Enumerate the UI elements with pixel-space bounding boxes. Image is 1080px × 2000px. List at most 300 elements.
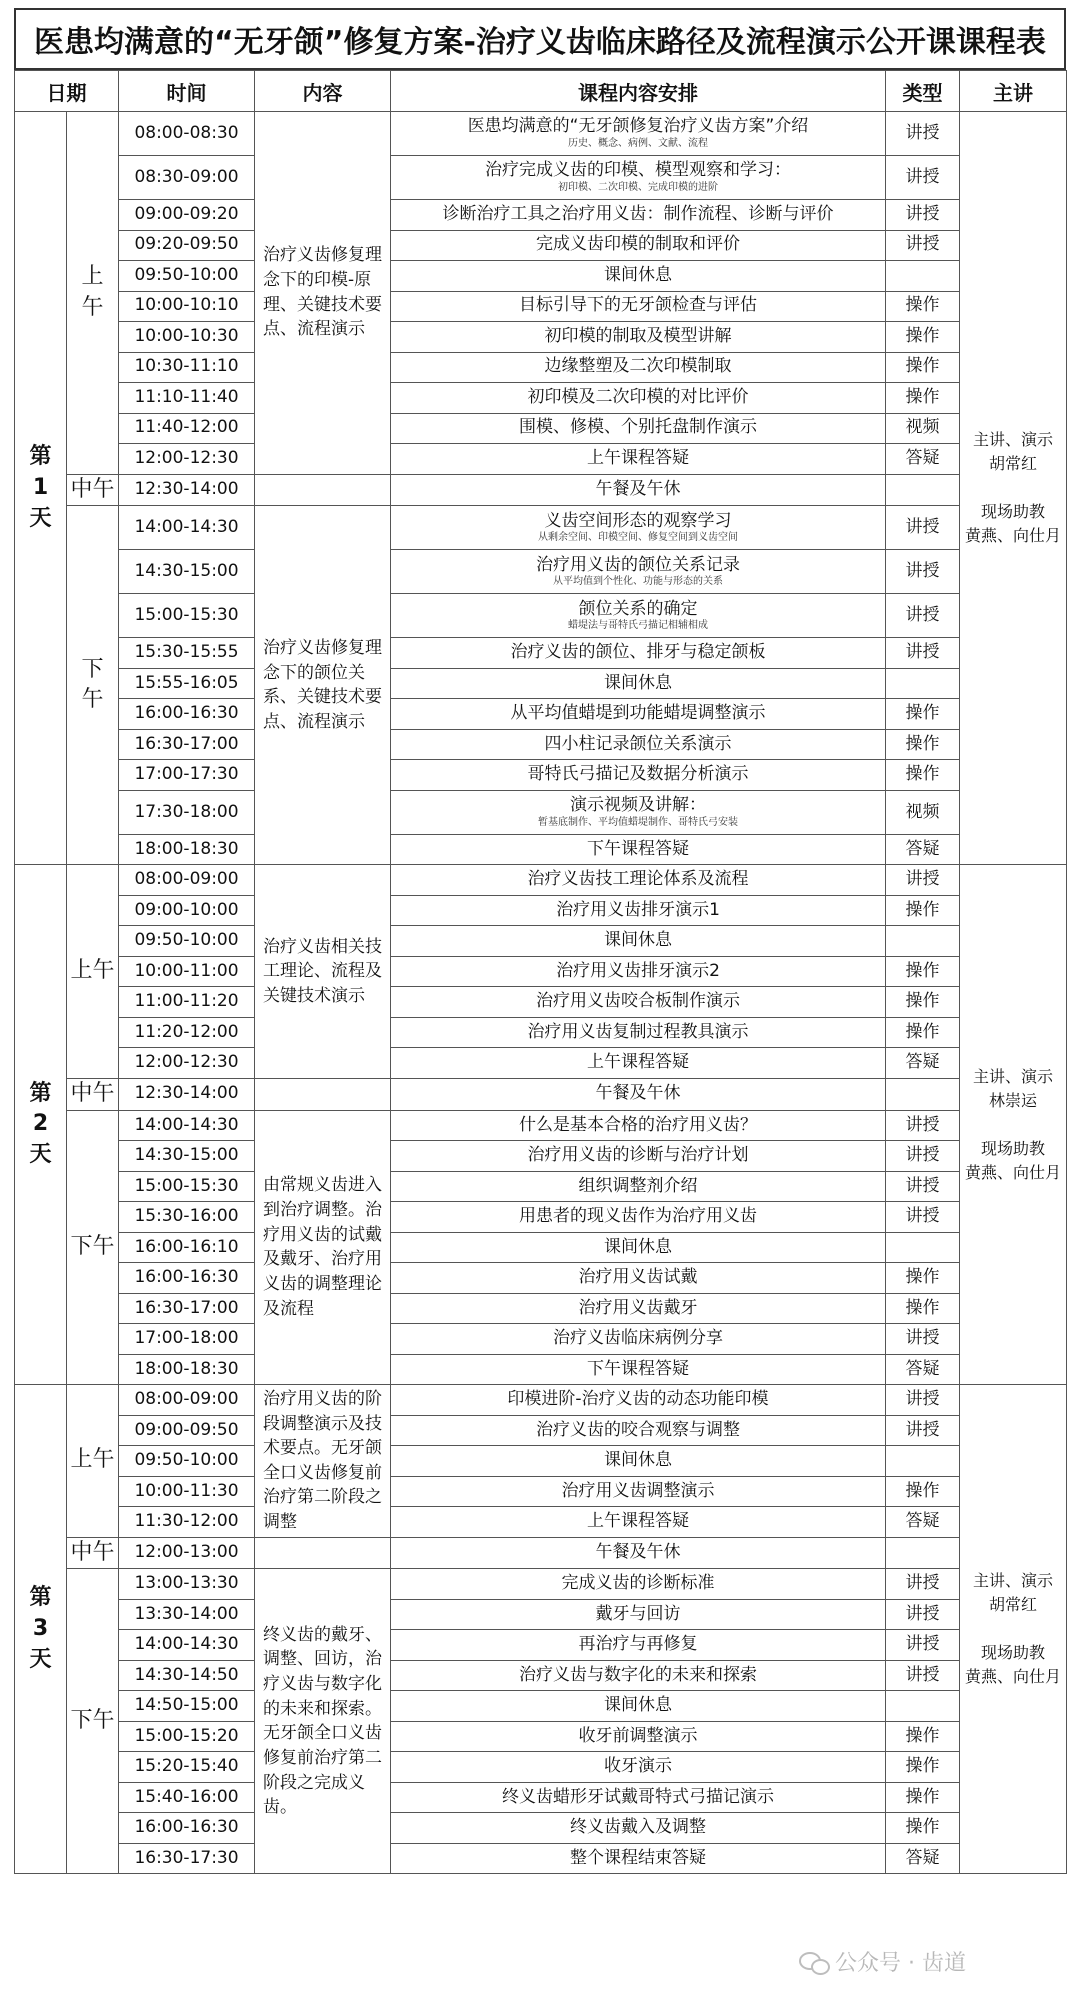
schedule-item <box>391 834 886 865</box>
schedule-item <box>391 699 886 730</box>
item-title: 颌位关系的确定 <box>578 598 698 619</box>
period-label: 上 午 <box>67 112 119 475</box>
item-title: 课间休息 <box>604 672 672 693</box>
type-cell: 讲授 <box>886 1660 960 1691</box>
item-title: 围模、修模、个别托盘制作演示 <box>519 417 757 438</box>
item-title: 治疗用义齿戴牙 <box>578 1297 698 1318</box>
item-title: 治疗用义齿排牙演示2 <box>556 960 720 981</box>
type-cell: 讲授 <box>886 112 960 156</box>
item-title: 治疗用义齿的颌位关系记录 <box>536 554 740 575</box>
table-row <box>15 638 1067 669</box>
content-cell: 治疗义齿相关技工理论、流程及关键技术演示 <box>255 865 391 1079</box>
table-row <box>15 1110 1067 1141</box>
item-title: 下午课程答疑 <box>587 1358 689 1379</box>
schedule-item <box>391 1752 886 1783</box>
table-row <box>15 200 1067 231</box>
time-cell: 11:40-12:00 <box>119 413 255 444</box>
type-cell: 讲授 <box>886 594 960 638</box>
item-title: 治疗义齿技工理论体系及流程 <box>527 869 749 890</box>
lecturer-cell: 主讲、演示 林崇运 现场助教 黄燕、向仕月 <box>960 865 1067 1385</box>
item-title: 义齿空间形态的观察学习 <box>544 510 732 531</box>
type-cell: 答疑 <box>886 1507 960 1538</box>
time-cell: 16:30-17:00 <box>119 729 255 760</box>
time-cell: 12:00-12:30 <box>119 1048 255 1079</box>
header-content: 内容 <box>255 71 391 112</box>
schedule-item <box>391 291 886 322</box>
type-cell: 答疑 <box>886 1843 960 1874</box>
table-row <box>15 1691 1067 1722</box>
header-schedule: 课程内容安排 <box>391 71 886 112</box>
table-row <box>15 1660 1067 1691</box>
type-cell <box>886 1078 960 1110</box>
schedule-item <box>391 1232 886 1263</box>
time-cell: 13:30-14:00 <box>119 1599 255 1630</box>
item-title: 终义齿戴入及调整 <box>570 1817 706 1838</box>
period-label: 中午 <box>67 474 119 506</box>
item-title: 戴牙与回访 <box>595 1603 681 1624</box>
lecturer-cell: 主讲、演示 胡常红 现场助教 黄燕、向仕月 <box>960 112 1067 865</box>
type-cell: 讲授 <box>886 156 960 200</box>
type-cell <box>886 1537 960 1569</box>
time-cell: 16:30-17:30 <box>119 1843 255 1874</box>
time-cell: 14:30-15:00 <box>119 1141 255 1172</box>
item-title: 初印模及二次印模的对比评价 <box>527 386 749 407</box>
item-title: 下午课程答疑 <box>587 838 689 859</box>
schedule-item <box>391 790 886 834</box>
table-row <box>15 1569 1067 1600</box>
time-cell: 10:00-10:30 <box>119 322 255 353</box>
type-cell: 操作 <box>886 1813 960 1844</box>
time-cell: 12:00-13:00 <box>119 1537 255 1569</box>
item-subtitle: 历史、概念、病例、文献、流程 <box>568 137 708 149</box>
schedule-item <box>391 200 886 231</box>
time-cell: 09:00-09:20 <box>119 200 255 231</box>
type-cell: 讲授 <box>886 1110 960 1141</box>
type-cell: 操作 <box>886 760 960 791</box>
watermark-text: 公众号 · 齿道 <box>835 1951 966 1976</box>
type-cell: 讲授 <box>886 1141 960 1172</box>
time-cell: 11:20-12:00 <box>119 1017 255 1048</box>
time-cell: 15:00-15:20 <box>119 1721 255 1752</box>
table-row <box>15 1354 1067 1385</box>
type-cell: 操作 <box>886 322 960 353</box>
item-title: 课间休息 <box>604 1695 672 1716</box>
table-row <box>15 668 1067 699</box>
table-row <box>15 550 1067 594</box>
item-title: 医患均满意的“无牙颌修复治疗义齿方案”介绍 <box>467 116 809 137</box>
item-title: 治疗义齿的咬合观察与调整 <box>536 1419 740 1440</box>
table-row <box>15 230 1067 261</box>
time-cell: 10:00-10:10 <box>119 291 255 322</box>
type-cell: 操作 <box>886 352 960 383</box>
time-cell: 15:55-16:05 <box>119 668 255 699</box>
item-title: 治疗用义齿复制过程教具演示 <box>527 1021 749 1042</box>
time-cell: 18:00-18:30 <box>119 1354 255 1385</box>
item-title: 课间休息 <box>604 1450 672 1471</box>
noon-row <box>15 1078 1067 1110</box>
schedule-item <box>391 1324 886 1355</box>
time-cell: 10:30-11:10 <box>119 352 255 383</box>
header-date: 日期 <box>15 71 119 112</box>
table-row <box>15 1232 1067 1263</box>
schedule-item <box>391 1569 886 1600</box>
time-cell: 10:00-11:00 <box>119 956 255 987</box>
type-cell <box>886 1691 960 1722</box>
time-cell: 08:00-08:30 <box>119 112 255 156</box>
schedule-item <box>391 1263 886 1294</box>
schedule-item <box>391 1110 886 1141</box>
time-cell: 15:30-15:55 <box>119 638 255 669</box>
schedule-item <box>391 1354 886 1385</box>
noon-row <box>15 1537 1067 1569</box>
schedule-item <box>391 1691 886 1722</box>
schedule-item <box>391 444 886 475</box>
schedule-item <box>391 1721 886 1752</box>
schedule-item <box>391 352 886 383</box>
type-cell <box>886 926 960 957</box>
item-title: 四小柱记录颌位关系演示 <box>544 733 732 754</box>
lecturer-cell: 主讲、演示 胡常红 现场助教 黄燕、向仕月 <box>960 1385 1067 1874</box>
time-cell: 16:00-16:30 <box>119 699 255 730</box>
item-title: 终义齿蜡形牙试戴哥特式弓描记演示 <box>502 1786 774 1807</box>
table-row <box>15 322 1067 353</box>
table-row <box>15 1476 1067 1507</box>
time-cell: 16:00-16:30 <box>119 1813 255 1844</box>
time-cell: 15:40-16:00 <box>119 1782 255 1813</box>
type-cell: 答疑 <box>886 834 960 865</box>
time-cell: 14:00-14:30 <box>119 1110 255 1141</box>
type-cell: 讲授 <box>886 1385 960 1416</box>
schedule-item <box>391 729 886 760</box>
table-row <box>15 352 1067 383</box>
item-title: 治疗义齿的颌位、排牙与稳定颌板 <box>510 642 766 663</box>
time-cell: 09:50-10:00 <box>119 1446 255 1477</box>
time-cell: 17:30-18:00 <box>119 790 255 834</box>
page-title: 医患均满意的“无牙颌”修复方案-治疗义齿临床路径及流程演示公开课课程表 <box>14 8 1066 70</box>
content-cell <box>255 1078 391 1110</box>
time-cell: 09:50-10:00 <box>119 926 255 957</box>
table-row <box>15 291 1067 322</box>
type-cell: 操作 <box>886 1293 960 1324</box>
watermark <box>799 1946 966 1977</box>
table-row <box>15 956 1067 987</box>
type-cell: 操作 <box>886 1476 960 1507</box>
item-title: 治疗用义齿调整演示 <box>561 1480 715 1501</box>
item-subtitle: 从平均值到个性化、功能与形态的关系 <box>553 576 723 588</box>
content-cell: 治疗用义齿的阶段调整演示及技术要点。无牙颌全口义齿修复前治疗第二阶段之调整 <box>255 1385 391 1538</box>
time-cell: 15:00-15:30 <box>119 1171 255 1202</box>
type-cell: 操作 <box>886 895 960 926</box>
schedule-item <box>391 760 886 791</box>
type-cell: 操作 <box>886 1782 960 1813</box>
type-cell: 讲授 <box>886 1415 960 1446</box>
schedule-item <box>391 261 886 292</box>
schedule-item <box>391 1017 886 1048</box>
time-cell: 08:00-09:00 <box>119 865 255 896</box>
schedule-item <box>391 1660 886 1691</box>
table-row <box>15 413 1067 444</box>
item-title: 组织调整剂介绍 <box>578 1175 698 1196</box>
item-title: 课间休息 <box>604 930 672 951</box>
time-cell: 14:50-15:00 <box>119 1691 255 1722</box>
schedule-item <box>391 230 886 261</box>
item-title: 课间休息 <box>604 264 672 285</box>
item-title: 哥特氏弓描记及数据分析演示 <box>527 764 749 785</box>
table-row <box>15 156 1067 200</box>
time-cell: 11:10-11:40 <box>119 383 255 414</box>
table-row <box>15 1141 1067 1172</box>
type-cell: 操作 <box>886 1752 960 1783</box>
time-cell: 12:30-14:00 <box>119 1078 255 1110</box>
table-row <box>15 699 1067 730</box>
type-cell: 操作 <box>886 729 960 760</box>
type-cell: 讲授 <box>886 1630 960 1661</box>
table-row <box>15 1843 1067 1874</box>
day-label: 第 2 天 <box>15 865 67 1385</box>
type-cell: 答疑 <box>886 1354 960 1385</box>
item-title: 治疗用义齿咬合板制作演示 <box>536 991 740 1012</box>
item-title: 治疗用义齿试戴 <box>578 1267 698 1288</box>
item-title: 治疗用义齿排牙演示1 <box>556 899 720 920</box>
item-title: 上午课程答疑 <box>587 1511 689 1532</box>
table-row <box>15 506 1067 550</box>
table-row <box>15 1017 1067 1048</box>
schedule-item <box>391 1385 886 1416</box>
item-title: 课间休息 <box>604 1236 672 1257</box>
schedule-item <box>391 1630 886 1661</box>
schedule-item <box>391 413 886 444</box>
item-subtitle: 从剩余空间、印模空间、修复空间到义齿空间 <box>538 532 738 544</box>
type-cell: 操作 <box>886 1017 960 1048</box>
type-cell: 讲授 <box>886 1171 960 1202</box>
type-cell: 视频 <box>886 413 960 444</box>
type-cell <box>886 474 960 506</box>
item-subtitle: 蜡堤法与哥特氏弓描记相辅相成 <box>568 620 708 632</box>
header-type: 类型 <box>886 71 960 112</box>
type-cell: 操作 <box>886 1263 960 1294</box>
table-row <box>15 1263 1067 1294</box>
schedule-item <box>391 1782 886 1813</box>
type-cell: 讲授 <box>886 200 960 231</box>
schedule-item <box>391 956 886 987</box>
item-title: 完成义齿的诊断标准 <box>561 1573 715 1594</box>
schedule-item <box>391 1507 886 1538</box>
item-title: 从平均值蜡堤到功能蜡堤调整演示 <box>510 703 766 724</box>
type-cell: 操作 <box>886 956 960 987</box>
time-cell: 16:00-16:30 <box>119 1263 255 1294</box>
type-cell: 操作 <box>886 291 960 322</box>
schedule-item: 午餐及午休 <box>391 1078 886 1110</box>
table-row <box>15 1599 1067 1630</box>
time-cell: 16:00-16:10 <box>119 1232 255 1263</box>
time-cell: 15:00-15:30 <box>119 594 255 638</box>
time-cell: 09:00-10:00 <box>119 895 255 926</box>
time-cell: 14:00-14:30 <box>119 506 255 550</box>
item-title: 诊断治疗工具之治疗用义齿：制作流程、诊断与评价 <box>442 203 834 224</box>
schedule-item <box>391 506 886 550</box>
item-title: 完成义齿印模的制取和评价 <box>536 234 740 255</box>
day-label: 第 1 天 <box>15 112 67 865</box>
table-row <box>15 1048 1067 1079</box>
time-cell: 11:00-11:20 <box>119 987 255 1018</box>
time-cell: 14:30-14:50 <box>119 1660 255 1691</box>
item-title: 什么是基本合格的治疗用义齿？ <box>519 1114 757 1135</box>
wechat-icon <box>799 1951 829 1973</box>
table-row <box>15 383 1067 414</box>
table-row <box>15 1293 1067 1324</box>
type-cell: 讲授 <box>886 230 960 261</box>
item-title: 印模进阶-治疗义齿的动态功能印模 <box>507 1389 769 1410</box>
item-title: 初印模的制取及模型讲解 <box>544 325 732 346</box>
type-cell: 讲授 <box>886 1202 960 1233</box>
schedule-item <box>391 1813 886 1844</box>
time-cell: 12:30-14:00 <box>119 474 255 506</box>
period-label: 上午 <box>67 1385 119 1538</box>
table-row <box>15 1324 1067 1355</box>
time-cell: 14:00-14:30 <box>119 1630 255 1661</box>
table-row <box>15 926 1067 957</box>
table-row <box>15 1385 1067 1416</box>
type-cell: 操作 <box>886 699 960 730</box>
content-cell: 由常规义齿进入到治疗调整。治疗用义齿的试戴及戴牙、治疗用义齿的调整理论及流程 <box>255 1110 391 1385</box>
table-row <box>15 1171 1067 1202</box>
table-row <box>15 444 1067 475</box>
schedule-item <box>391 156 886 200</box>
time-cell: 17:00-17:30 <box>119 760 255 791</box>
schedule-item <box>391 1141 886 1172</box>
time-cell: 17:00-18:00 <box>119 1324 255 1355</box>
item-title: 治疗用义齿的诊断与治疗计划 <box>527 1145 749 1166</box>
type-cell: 讲授 <box>886 550 960 594</box>
table-row <box>15 1415 1067 1446</box>
time-cell: 13:00-13:30 <box>119 1569 255 1600</box>
schedule-item <box>391 1048 886 1079</box>
time-cell: 12:00-12:30 <box>119 444 255 475</box>
period-label: 上午 <box>67 865 119 1079</box>
table-row <box>15 1752 1067 1783</box>
item-title: 上午课程答疑 <box>587 1052 689 1073</box>
schedule-item: 午餐及午休 <box>391 474 886 506</box>
schedule-item <box>391 1843 886 1874</box>
table-row <box>15 790 1067 834</box>
schedule-item <box>391 1476 886 1507</box>
item-title: 收牙前调整演示 <box>578 1725 698 1746</box>
schedule-item <box>391 638 886 669</box>
type-cell: 操作 <box>886 383 960 414</box>
period-label: 中午 <box>67 1078 119 1110</box>
content-cell <box>255 474 391 506</box>
schedule-item <box>391 668 886 699</box>
period-label: 下 午 <box>67 506 119 865</box>
table-row <box>15 865 1067 896</box>
table-row <box>15 1202 1067 1233</box>
type-cell: 讲授 <box>886 1324 960 1355</box>
content-cell: 终义齿的戴牙、调整、回访，治疗义齿与数字化的未来和探索。无牙颌全口义齿修复前治疗第二阶段之完成义齿。 <box>255 1569 391 1874</box>
type-cell: 讲授 <box>886 865 960 896</box>
type-cell: 答疑 <box>886 1048 960 1079</box>
time-cell: 11:30-12:00 <box>119 1507 255 1538</box>
type-cell: 操作 <box>886 987 960 1018</box>
period-label: 下午 <box>67 1569 119 1874</box>
table-row <box>15 112 1067 156</box>
schedule-item <box>391 1202 886 1233</box>
time-cell: 15:30-16:00 <box>119 1202 255 1233</box>
schedule-item <box>391 550 886 594</box>
schedule-item <box>391 895 886 926</box>
header-lecturer: 主讲 <box>960 71 1067 112</box>
time-cell: 18:00-18:30 <box>119 834 255 865</box>
table-row <box>15 1782 1067 1813</box>
type-cell <box>886 261 960 292</box>
item-title: 边缘整塑及二次印模制取 <box>544 356 732 377</box>
time-cell: 16:30-17:00 <box>119 1293 255 1324</box>
table-row <box>15 594 1067 638</box>
table-row <box>15 1446 1067 1477</box>
type-cell: 答疑 <box>886 444 960 475</box>
table-row <box>15 1721 1067 1752</box>
content-cell: 治疗义齿修复理念下的印模-原理、关键技术要点、流程演示 <box>255 112 391 475</box>
content-cell: 治疗义齿修复理念下的颌位关系、关键技术要点、流程演示 <box>255 506 391 865</box>
table-row <box>15 895 1067 926</box>
schedule-item: 午餐及午休 <box>391 1537 886 1569</box>
table-row <box>15 261 1067 292</box>
type-cell <box>886 1446 960 1477</box>
schedule-item <box>391 383 886 414</box>
table-row <box>15 834 1067 865</box>
type-cell: 讲授 <box>886 1569 960 1600</box>
table-row <box>15 1507 1067 1538</box>
item-title: 治疗义齿与数字化的未来和探索 <box>519 1664 757 1685</box>
type-cell: 讲授 <box>886 506 960 550</box>
item-title: 治疗完成义齿的印模、模型观察和学习： <box>485 160 791 181</box>
item-title: 用患者的现义齿作为治疗用义齿 <box>519 1206 757 1227</box>
time-cell: 10:00-11:30 <box>119 1476 255 1507</box>
schedule-item <box>391 112 886 156</box>
item-title: 治疗义齿临床病例分享 <box>553 1328 723 1349</box>
schedule-item <box>391 1171 886 1202</box>
period-label: 中午 <box>67 1537 119 1569</box>
period-label: 下午 <box>67 1110 119 1385</box>
item-subtitle: 初印模、二次印模、完成印模的进阶 <box>558 181 718 193</box>
table-row <box>15 760 1067 791</box>
type-cell <box>886 1232 960 1263</box>
header-time: 时间 <box>119 71 255 112</box>
type-cell: 操作 <box>886 1721 960 1752</box>
item-title: 整个课程结束答疑 <box>570 1847 706 1868</box>
time-cell: 09:20-09:50 <box>119 230 255 261</box>
time-cell: 09:50-10:00 <box>119 261 255 292</box>
item-title: 演示视频及讲解： <box>570 795 706 816</box>
schedule-item <box>391 594 886 638</box>
item-subtitle: 暂基底制作、平均值蜡堤制作、哥特氏弓安装 <box>538 816 738 828</box>
content-cell <box>255 1537 391 1569</box>
table-row <box>15 987 1067 1018</box>
schedule-body <box>15 112 1067 1874</box>
time-cell: 15:20-15:40 <box>119 1752 255 1783</box>
schedule-item <box>391 926 886 957</box>
schedule-table <box>14 70 1067 1874</box>
time-cell: 14:30-15:00 <box>119 550 255 594</box>
table-row <box>15 1813 1067 1844</box>
schedule-item <box>391 1599 886 1630</box>
type-cell: 视频 <box>886 790 960 834</box>
schedule-item <box>391 1415 886 1446</box>
table-row <box>15 729 1067 760</box>
time-cell: 08:00-09:00 <box>119 1385 255 1416</box>
schedule-item <box>391 865 886 896</box>
time-cell: 08:30-09:00 <box>119 156 255 200</box>
schedule-item <box>391 1446 886 1477</box>
